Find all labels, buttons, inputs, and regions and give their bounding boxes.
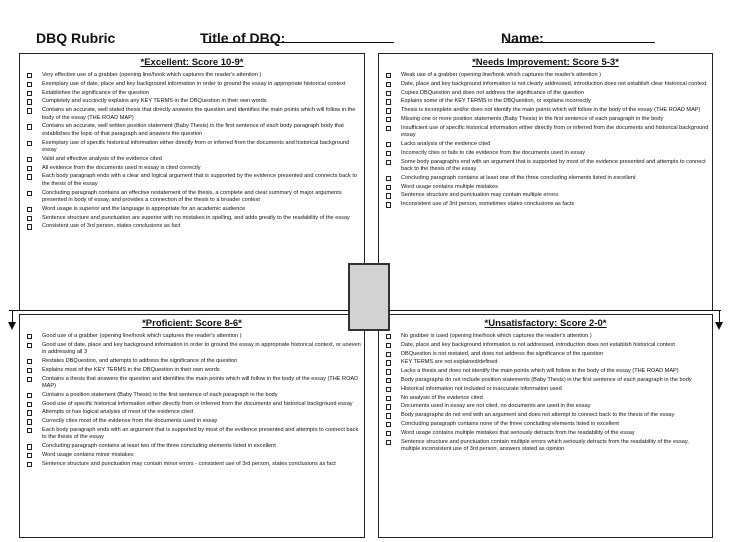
checkbox[interactable] [386, 91, 391, 96]
criterion-text: Body paragraphs do not end with an argument and does not attempt to connect back to the thesis of the essay [401, 412, 675, 419]
connector-line-left [9, 310, 348, 311]
checkbox[interactable] [386, 413, 391, 418]
criterion-text: Copies DBQuestion and does not address the significance of the question [401, 89, 584, 96]
section-heading: *Unsatisfactory: Score 2-0* [484, 318, 607, 329]
rubric-box-unsatisfactory [378, 314, 713, 538]
checkbox[interactable] [27, 368, 32, 373]
criterion-text: Date, place and key background information is not addressed, introduction does not establish historical context [401, 341, 675, 348]
dbq-title-line [204, 30, 394, 43]
checkbox[interactable] [27, 419, 32, 424]
criterion-item [379, 439, 709, 454]
criterion-text: Restates DBQuestion, and attempts to address the significance of the question [42, 358, 238, 364]
checkbox[interactable] [27, 343, 32, 348]
checkbox[interactable] [386, 387, 391, 392]
criterion-text: Concluding paragraph contains at least two of the three concluding elements listed in excellent [42, 443, 276, 450]
criterion-text: Contains an accurate, well stated thesis that directly answers the question and identifies the main points which will follow in the body of the essay (THE ROAD MAP) [42, 107, 356, 121]
criterion-item [379, 368, 709, 375]
criterion-text: Missing one or more position statements (Baby Thesis) in the first sentence of each paragraph in the body [401, 115, 664, 122]
checkbox[interactable] [386, 117, 391, 122]
checkbox[interactable] [27, 410, 32, 415]
criterion-item [20, 90, 361, 97]
criterion-item [379, 386, 709, 393]
criterion-item [379, 125, 709, 140]
criteria-list [379, 333, 712, 453]
criterion-item [379, 351, 709, 358]
checkbox[interactable] [386, 142, 391, 147]
criterion-item [379, 359, 709, 366]
criterion-text: Lacks a thesis and does not identify the main points which will follow in the body of the essay (THE ROAD MAP) [401, 368, 679, 375]
criterion-item [20, 81, 361, 88]
checkbox[interactable] [27, 174, 32, 179]
criterion-text: Explains most of the KEY TERMS in the DBQuestion in their own words [42, 366, 220, 373]
rubric-title: DBQ Rubric [36, 30, 116, 46]
page-header [0, 30, 731, 50]
criterion-text: Attempts or has logical analysis of most of the evidence cited [42, 409, 194, 416]
checkbox[interactable] [27, 428, 32, 433]
criterion-item [20, 452, 361, 459]
criterion-item [20, 140, 361, 155]
criterion-text: Historical information not included or inaccurate information used [401, 385, 562, 392]
center-connector-box [348, 263, 390, 331]
checkbox[interactable] [27, 334, 32, 339]
checkbox[interactable] [27, 82, 32, 87]
criterion-item [20, 333, 361, 340]
criterion-item [379, 377, 709, 384]
criterion-item [379, 72, 709, 79]
criterion-text: Good use of specific historical information either directly from or inferred from the documents and historical background essay [42, 400, 353, 407]
criterion-text: Body paragraphs do not include position statements (Baby Thesis) in the first sentence of each paragraph in the body [401, 376, 692, 383]
criterion-item [379, 192, 709, 199]
student-name-label: Name: [501, 30, 544, 46]
criterion-item [20, 123, 361, 138]
criterion-text: KEY TERMS are not explained/defined [401, 359, 498, 366]
checkbox[interactable] [27, 402, 32, 407]
criterion-text: Very effective use of a grabber (opening line/hook which captures the reader's attention ) [42, 72, 262, 78]
checkbox[interactable] [27, 216, 32, 221]
checkbox[interactable] [27, 444, 32, 449]
criterion-text: Establishes the significance of the question [42, 89, 149, 96]
criterion-text: Word usage contains multiple mistakes [401, 183, 498, 190]
checkbox[interactable] [27, 393, 32, 398]
criterion-text: Incorrectly cites or fails to cite evidence from the documents used in essay [401, 149, 586, 156]
criterion-item [379, 403, 709, 410]
criterion-text: Each body paragraph ends with an argument that is supported by most of the evidence presented and attempts to connect back to the thesis of the essay [42, 426, 359, 441]
checkbox[interactable] [386, 151, 391, 156]
criterion-item [20, 443, 361, 450]
checkbox[interactable] [27, 91, 32, 96]
criterion-item [20, 215, 361, 222]
rubric-box-needs-improvement [378, 53, 713, 311]
checkbox[interactable] [27, 462, 32, 467]
criterion-item [379, 184, 709, 191]
criterion-item [379, 333, 709, 340]
criterion-text: Documents used in essay are not cited, no documents are used in the essay [401, 403, 591, 410]
criterion-item [20, 358, 361, 365]
criterion-item [379, 395, 709, 402]
checkbox[interactable] [27, 377, 32, 382]
checkbox[interactable] [27, 157, 32, 162]
criterion-item [20, 156, 361, 163]
criterion-text: Sentence structure and punctuation may contain minor errors - consistent use of 3rd person, states conclusions as fact [42, 460, 336, 467]
rubric-box-excellent [19, 53, 365, 311]
checkbox[interactable] [27, 166, 32, 171]
criterion-text: Each body paragraph ends with a clear and logical argument that is supported by the evidence presented and connects back to the thesis of the essay [42, 173, 358, 187]
connector-line-right [390, 310, 721, 311]
checkbox[interactable] [386, 202, 391, 207]
checkbox[interactable] [386, 334, 391, 339]
checkbox[interactable] [386, 193, 391, 198]
criterion-text: Contains a thesis that answers the question and identifies the main points which will follow in the body of the essay (THE ROAD MAP) [42, 375, 359, 389]
criterion-text: Inconsistent use of 3rd person, sometimes states conclusions as facts [401, 201, 575, 208]
checkbox[interactable] [27, 453, 32, 458]
criterion-text: Good use of date, place and key background information in order to ground the essay in appropriate historical context, or uneven in addressing all 3 [42, 341, 361, 356]
criterion-text: Exemplary use of date, place and key background information in order to ground the essay in appropriate historical context [42, 80, 346, 87]
criteria-list [20, 72, 364, 231]
criteria-list [20, 333, 364, 468]
criterion-item [379, 342, 709, 349]
criterion-item [379, 412, 709, 419]
criterion-item [379, 98, 709, 105]
checkbox[interactable] [27, 224, 32, 229]
checkbox[interactable] [386, 160, 391, 165]
checkbox[interactable] [386, 108, 391, 113]
criterion-text: Concluding paragraph contains an effective restatement of the thesis, a complete and clear summary of major arguments presented in body of essay, and provides a connection of the thesis to a broader context [42, 189, 342, 203]
checkbox[interactable] [386, 404, 391, 409]
arrow-down-left-icon [8, 322, 16, 330]
checkbox[interactable] [386, 369, 391, 374]
checkbox[interactable] [386, 82, 391, 87]
checkbox[interactable] [386, 73, 391, 78]
checkbox[interactable] [27, 141, 32, 146]
criterion-text: Sentence structure and punctuation may contain multiple errors [401, 192, 559, 199]
criterion-text: Concluding paragraph contains none of the three concluding elements listed in excellent [401, 420, 619, 427]
checkbox[interactable] [386, 99, 391, 104]
criterion-text: Lacks analysis of the evidence cited [401, 140, 491, 147]
criterion-item [20, 206, 361, 213]
section-heading: *Excellent: Score 10-9* [140, 57, 244, 68]
criterion-text: Concluding paragraph contains at least one of the three concluding elements listed in excellent [401, 174, 636, 181]
criterion-item [379, 421, 709, 428]
checkbox[interactable] [386, 185, 391, 190]
checkbox[interactable] [27, 359, 32, 364]
arrow-down-right-icon [715, 322, 723, 330]
criterion-item [20, 173, 361, 188]
criterion-text: Contains an accurate, well written position statement (Baby Thesis) in the first sentence of each body paragraph body that establishes the topic of that paragraph and answers the question [42, 123, 344, 137]
criterion-item [20, 165, 361, 172]
checkbox[interactable] [386, 440, 391, 445]
section-heading: *Proficient: Score 8-6* [142, 318, 242, 329]
criterion-text: Insufficient use of specific historical information either directly from or inferred from the documents and historical background essay [401, 124, 709, 139]
criterion-item [379, 430, 709, 437]
checkbox[interactable] [386, 343, 391, 348]
criterion-item [20, 376, 361, 391]
criterion-text: Explains some of the KEY TERMS in the DBQuestion, or explains incorrectly [401, 98, 591, 105]
criterion-item [20, 392, 361, 399]
rubric-box-proficient [19, 314, 365, 538]
criterion-text: Contains a position statement (Baby Thesis) in the first sentence of each paragraph in the body [42, 391, 278, 398]
criterion-text: Word usage contains minor mistakes [42, 451, 134, 458]
student-name-line [505, 30, 655, 43]
criterion-item [20, 367, 361, 374]
checkbox[interactable] [27, 124, 32, 129]
criterion-text: No analysis of the evidence cited [401, 394, 483, 401]
checkbox[interactable] [27, 191, 32, 196]
criterion-text: Thesis is incomplete and/or does not identify the main points which will follow in the body of the essay (THE ROAD MAP) [401, 107, 701, 114]
criterion-item [379, 90, 709, 97]
criterion-text: DBQuestion is not restated, and does not address the significance of the question [401, 350, 604, 357]
checkbox[interactable] [386, 360, 391, 365]
dbq-title-label: Title of DBQ: [200, 30, 286, 46]
criterion-item [20, 98, 361, 105]
checkbox[interactable] [27, 207, 32, 212]
criterion-text: Sentence structure and punctuation are superior with no mistakes in spelling, and adds greatly to the readability of the essay [42, 214, 350, 221]
criterion-text: Exemplary use of specific historical information either directly from or inferred from the documents and historical background essay [42, 139, 350, 153]
criterion-item [20, 401, 361, 408]
criterion-item [379, 141, 709, 148]
criteria-list [379, 72, 712, 209]
checkbox[interactable] [386, 396, 391, 401]
criterion-text: Word usage is superior and the language is appropriate for an academic audience [42, 205, 246, 212]
checkbox[interactable] [386, 422, 391, 427]
criterion-text: Some body paragraphs end with an argument that is supported by most of the evidence presented and attempts to connect back to the thesis of the essay [401, 158, 706, 172]
checkbox[interactable] [386, 431, 391, 436]
criterion-text: Word usage contains multiple mistakes that seriously detracts from the readability of the essay [401, 429, 635, 436]
criterion-item [379, 107, 709, 114]
criterion-item [379, 116, 709, 123]
criterion-text: Sentence structure and punctuation contain multiple errors which seriously detracts from the readability of the essay, multiple inconsistent use of 3rd person, answers stated as opinion [401, 438, 689, 452]
checkbox[interactable] [386, 352, 391, 357]
criterion-text: Valid and effective analysis of the evidence cited [42, 155, 162, 162]
criterion-text: Weak use of a grabber (opening line/hook which captures the reader's attention ) [401, 72, 601, 78]
criterion-text: Correctly cites most of the evidence from the documents used in essay [42, 418, 218, 425]
criterion-item [20, 418, 361, 425]
criterion-item [20, 427, 361, 442]
criterion-item [379, 201, 709, 208]
criterion-text: Completely and succinctly explains any KEY TERMS in the DBQuestion in their own words [42, 98, 267, 105]
checkbox[interactable] [27, 73, 32, 78]
checkbox[interactable] [386, 176, 391, 181]
checkbox[interactable] [27, 108, 32, 113]
criterion-item [20, 461, 361, 468]
checkbox[interactable] [386, 126, 391, 131]
criterion-item [20, 223, 361, 230]
checkbox[interactable] [386, 378, 391, 383]
criterion-text: No grabber is used (opening line/hook which captures the reader's attention ) [401, 333, 592, 339]
criterion-item [379, 81, 709, 88]
criterion-item [20, 342, 361, 357]
section-heading: *Needs Improvement: Score 5-3* [472, 57, 619, 68]
criterion-item [20, 72, 361, 79]
criterion-text: Consistent use of 3rd person, states conclusions as fact [42, 223, 181, 230]
criterion-item [379, 175, 709, 182]
checkbox[interactable] [27, 99, 32, 104]
criterion-item [20, 190, 361, 205]
criterion-text: Good use of a grabber (opening line/hook which captures the reader's attention ) [42, 333, 242, 339]
criterion-item [20, 107, 361, 122]
criterion-item [20, 409, 361, 416]
criterion-item [379, 150, 709, 157]
criterion-item [379, 159, 709, 174]
criterion-text: All evidence from the documents used in essay is cited correctly [42, 164, 201, 171]
criterion-text: Date, place and key background information is not clearly addressed, introduction does not establish clear historical context [401, 80, 707, 87]
